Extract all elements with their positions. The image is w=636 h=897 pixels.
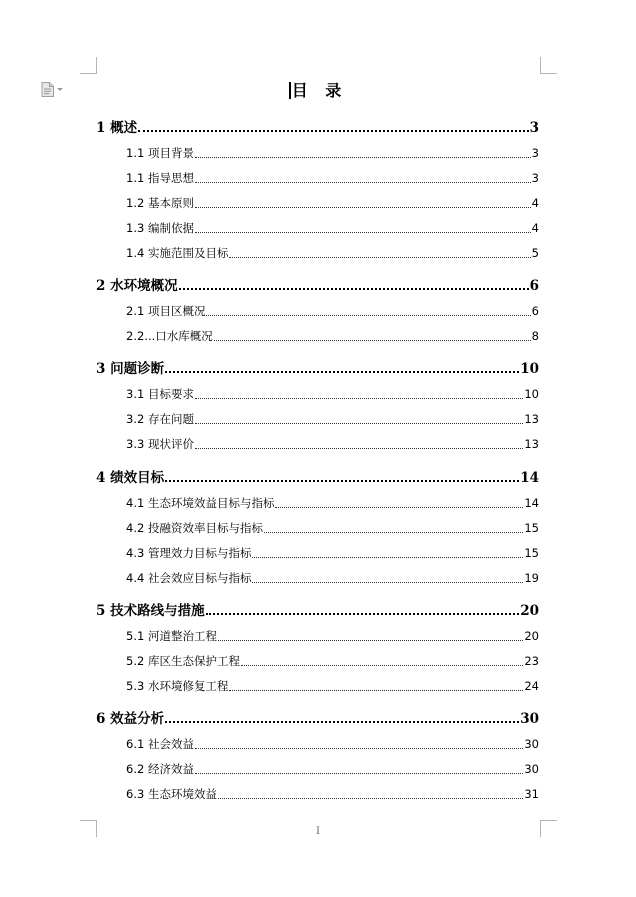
- toc-entry-label: 1.1 指导思想: [126, 171, 194, 185]
- toc-entry-page: 31: [524, 787, 539, 801]
- toc-section-entry[interactable]: [126, 653, 539, 669]
- toc-entry-label: 4.1 生态环境效益目标与指标: [126, 496, 275, 510]
- toc-entry-label: 5.1 河道整治工程: [126, 629, 217, 643]
- toc-section-entry[interactable]: [126, 736, 539, 752]
- toc-chapter-entry[interactable]: [96, 599, 539, 619]
- toc-section-entry[interactable]: [126, 545, 539, 561]
- toc-leader-dots: [195, 232, 531, 233]
- toc-entry-label: 2.1 项目区概况: [126, 304, 206, 318]
- toc-section-entry[interactable]: [126, 245, 539, 261]
- toc-section-entry[interactable]: [126, 495, 539, 511]
- toc-entry-page: 13: [524, 412, 539, 426]
- toc-leader-dots: [214, 340, 531, 341]
- toc-entry-label: 3.3 现状评价: [126, 437, 194, 451]
- toc-section-entry[interactable]: [126, 145, 539, 161]
- toc-section-entry[interactable]: [126, 328, 539, 344]
- toc-chapter-entry[interactable]: [96, 116, 539, 136]
- toc-leader-dots: [165, 721, 519, 723]
- toc-entry-page: 5: [531, 246, 539, 260]
- toc-entry-page: 10: [524, 387, 539, 401]
- page-number: I: [316, 826, 320, 837]
- toc-entry-page: 30: [524, 762, 539, 776]
- toc-leader-dots: [241, 665, 523, 666]
- toc-entry-page: 3: [531, 171, 539, 185]
- toc-leader-dots: [218, 798, 523, 799]
- toc-leader-dots: [275, 507, 523, 508]
- toc-entry-page: 8: [531, 329, 539, 343]
- toc-entry-page: 4: [531, 221, 539, 235]
- toc-entry-page: 30: [524, 737, 539, 751]
- toc-entry-label: 1 概述: [96, 120, 138, 136]
- toc-entry-page: 6: [529, 278, 539, 294]
- text-cursor: [289, 82, 291, 99]
- toc-section-entry[interactable]: [126, 436, 539, 452]
- toc-leader-dots: [252, 557, 523, 558]
- toc-entry-page: 3: [529, 120, 539, 136]
- toc-leader-dots: [138, 130, 529, 132]
- toc-section-entry[interactable]: [126, 786, 539, 802]
- toc-entry-label: 2 水环境概况: [96, 278, 178, 294]
- toc-entry-label: 6.2 经济效益: [126, 762, 194, 776]
- toc-section-entry[interactable]: [126, 170, 539, 186]
- toc-entry-page: 15: [524, 546, 539, 560]
- toc-entry-page: 14: [520, 470, 539, 486]
- toc-entry-page: 15: [524, 521, 539, 535]
- toc-entry-page: 30: [520, 711, 539, 727]
- toc-leader-dots: [195, 448, 523, 449]
- toc-section-entry[interactable]: [126, 678, 539, 694]
- toc-section-entry[interactable]: [126, 411, 539, 427]
- toc-leader-dots: [206, 613, 520, 615]
- toc-entry-label: 1.4 实施范围及目标: [126, 246, 229, 260]
- toc-section-entry[interactable]: [126, 220, 539, 236]
- toc-entry-page: 14: [524, 496, 539, 510]
- crop-mark-top-right: [540, 57, 557, 74]
- toc-entry-label: 2.2...口水库概况: [126, 329, 213, 343]
- toc-leader-dots: [179, 288, 529, 290]
- toc-entry-label: 3.1 目标要求: [126, 387, 194, 401]
- toc-title-text: 目 录: [291, 81, 348, 100]
- toc-section-entry[interactable]: [126, 195, 539, 211]
- toc-entry-label: 4.4 社会效应目标与指标: [126, 571, 252, 585]
- toc-entry-label: 6.3 生态环境效益: [126, 787, 217, 801]
- toc-entry-label: 4.3 管理效力目标与指标: [126, 546, 252, 560]
- toc-entry-page: 20: [520, 603, 539, 619]
- toc-leader-dots: [195, 773, 523, 774]
- toc-entry-label: 5 技术路线与措施: [96, 603, 205, 619]
- toc-leader-dots: [165, 480, 519, 482]
- toc-entry-label: 3 问题诊断: [96, 361, 165, 377]
- toc-entry-label: 1.1 项目背景: [126, 146, 194, 160]
- toc-chapter-entry[interactable]: [96, 466, 539, 486]
- toc-leader-dots: [195, 423, 523, 424]
- toc-entry-label: 3.2 存在问题: [126, 412, 194, 426]
- toc-leader-dots: [264, 532, 523, 533]
- toc-entry-label: 5.2 库区生态保护工程: [126, 654, 240, 668]
- toc-entry-page: 23: [524, 654, 539, 668]
- toc-leader-dots: [252, 582, 523, 583]
- toc-leader-dots: [165, 371, 519, 373]
- toc-entry-label: 4 绩效目标: [96, 470, 165, 486]
- toc-entry-label: 4.2 投融资效率目标与指标: [126, 521, 263, 535]
- toc-chapter-entry[interactable]: [96, 357, 539, 377]
- toc-leader-dots: [229, 257, 530, 258]
- toc-entry-page: 20: [524, 629, 539, 643]
- toc-leader-dots: [195, 182, 531, 183]
- toc-section-entry[interactable]: [126, 628, 539, 644]
- toc-entry-page: 6: [531, 304, 539, 318]
- toc-chapter-entry[interactable]: [96, 707, 539, 727]
- toc-leader-dots: [195, 748, 523, 749]
- toc-section-entry[interactable]: [126, 520, 539, 536]
- toc-entry-label: 5.3 水环境修复工程: [126, 679, 229, 693]
- toc-leader-dots: [218, 640, 523, 641]
- crop-mark-top-left: [80, 57, 97, 74]
- toc-entry-page: 4: [531, 196, 539, 210]
- toc-entry-page: 19: [524, 571, 539, 585]
- toc-leader-dots: [195, 207, 531, 208]
- toc-section-entry[interactable]: [126, 303, 539, 319]
- toc-entry-label: 6.1 社会效益: [126, 737, 194, 751]
- toc-entry-label: 1.2 基本原则: [126, 196, 194, 210]
- toc-entry-label: 1.3 编制依据: [126, 221, 194, 235]
- toc-entry-label: 6 效益分析: [96, 711, 165, 727]
- toc-leader-dots: [195, 157, 531, 158]
- toc-leader-dots: [195, 398, 523, 399]
- toc-section-entry[interactable]: [126, 570, 539, 586]
- toc-section-entry[interactable]: [126, 386, 539, 402]
- toc-entry-page: 10: [520, 361, 539, 377]
- toc-entry-page: 24: [524, 679, 539, 693]
- toc-leader-dots: [229, 690, 523, 691]
- toc-chapter-entry[interactable]: [96, 274, 539, 294]
- toc-leader-dots: [206, 315, 530, 316]
- toc-entry-page: 3: [531, 146, 539, 160]
- toc-entry-page: 13: [524, 437, 539, 451]
- toc-section-entry[interactable]: [126, 761, 539, 777]
- toc-title: [0, 78, 636, 101]
